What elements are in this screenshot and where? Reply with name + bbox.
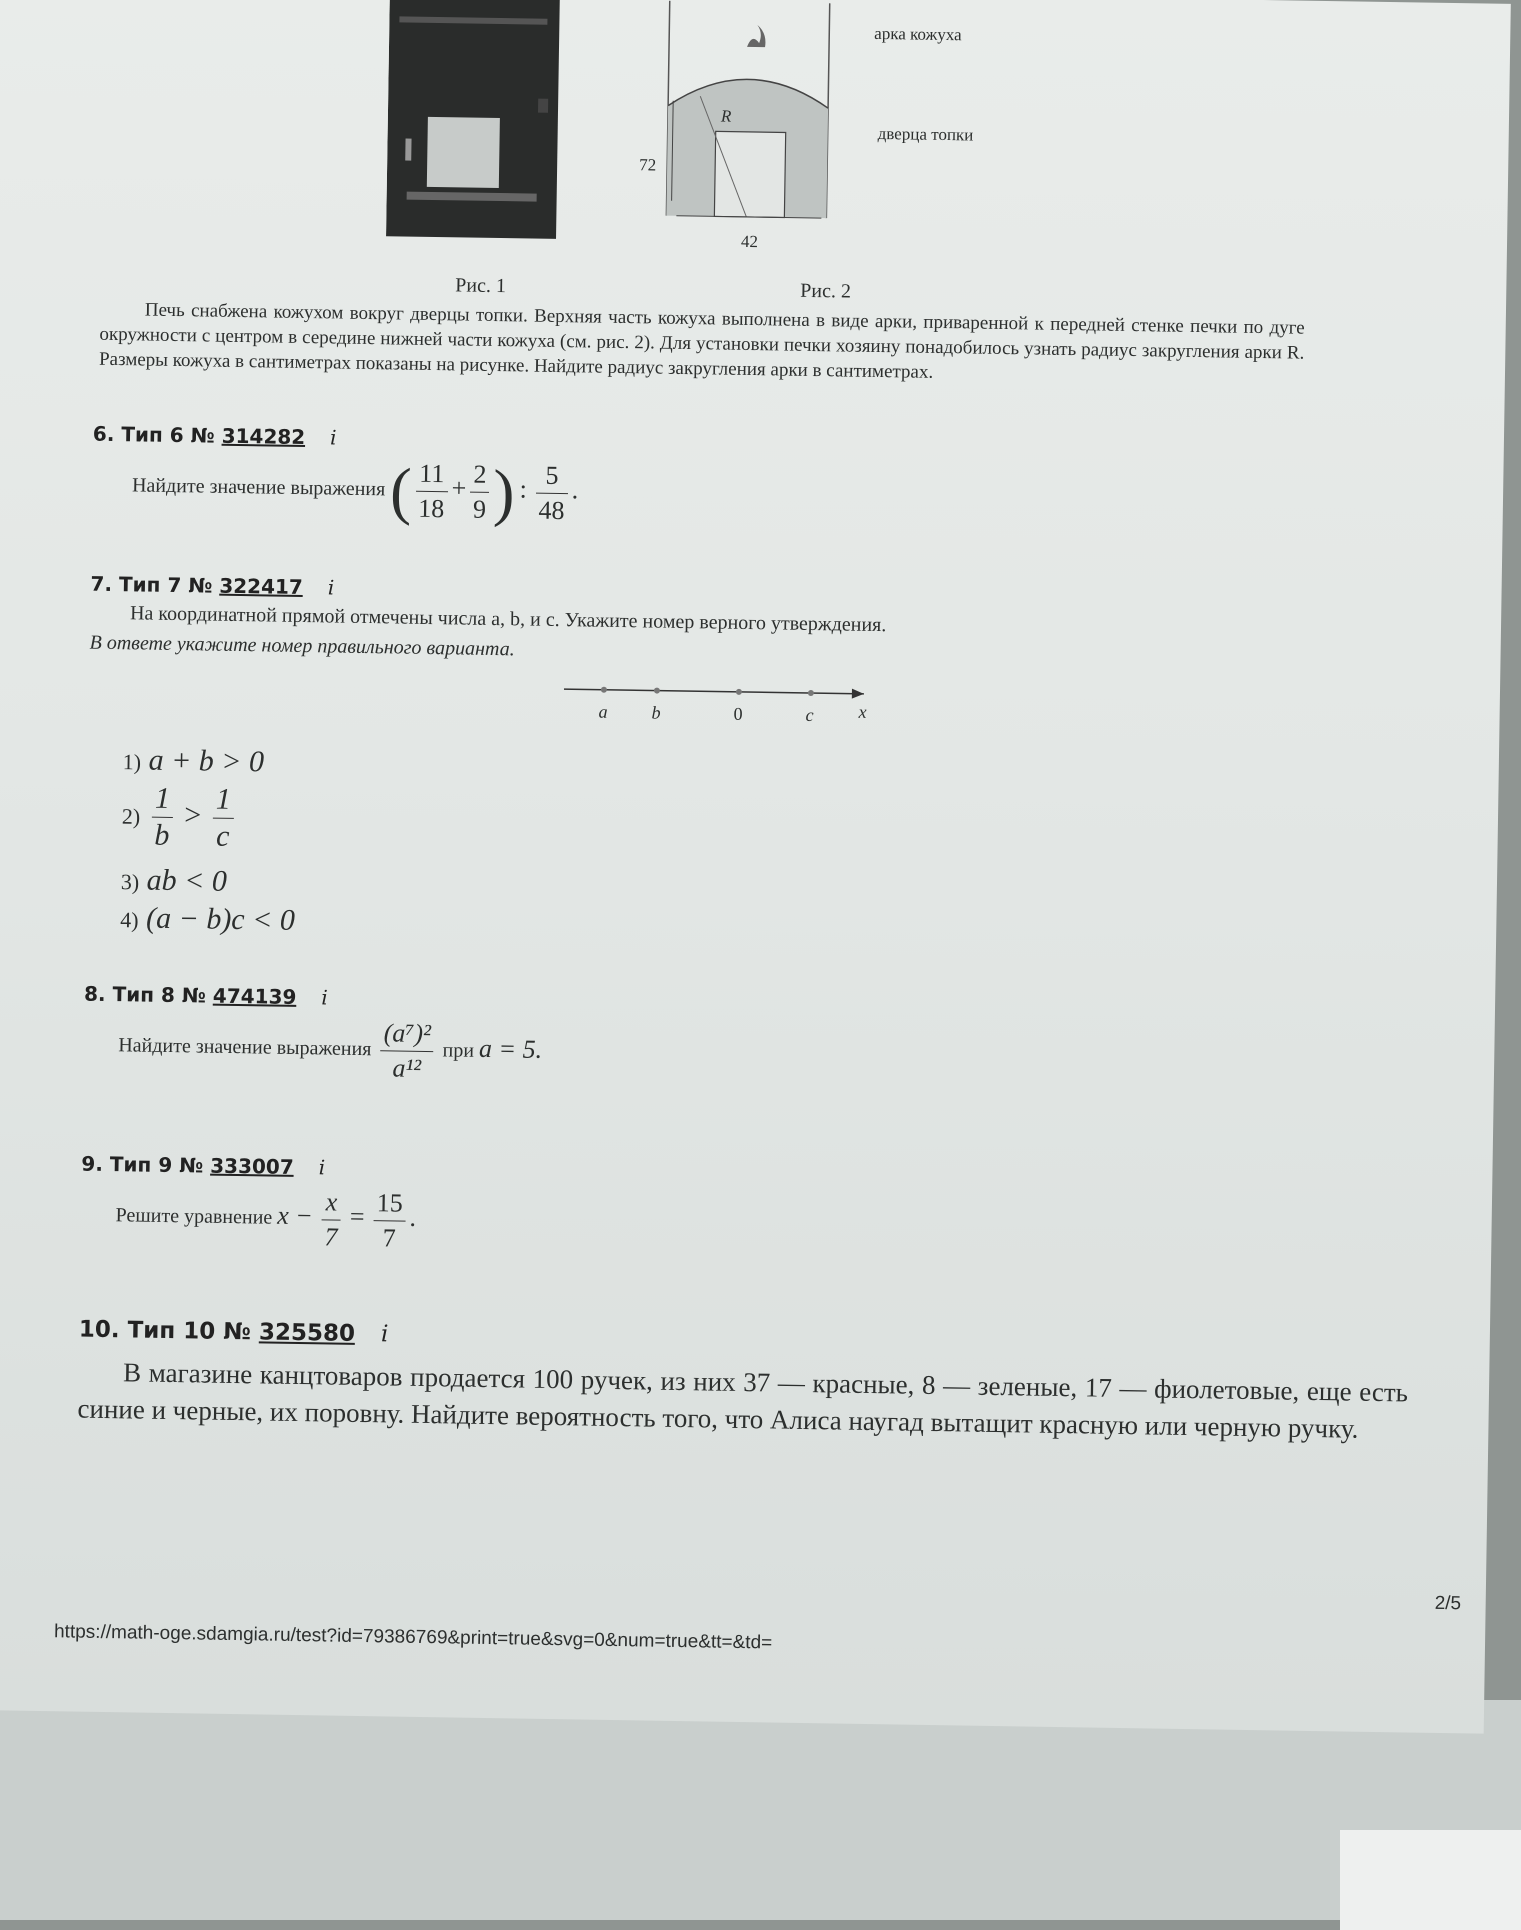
dim-width: 42 [740, 231, 759, 252]
axis-label-b: b [651, 702, 661, 723]
q8-info-icon[interactable]: i [321, 985, 328, 1010]
axis-label-a: a [598, 701, 608, 722]
page-number: 2/5 [1434, 1592, 1462, 1615]
q9-body: Решите уравнение x − $\frac{x}{7}$ = $\frac{15}{7}$ . [115, 1182, 416, 1256]
q8-header: 8. Тип 8 № 474139 i [83, 981, 328, 1010]
stove-photo [386, 0, 565, 244]
q6-frac1: $\frac{11}{18}$ [415, 457, 448, 526]
q10-number-link[interactable]: 325580 [258, 1319, 356, 1347]
q7-note: В ответе укажите номер правильного варианта. [89, 631, 515, 661]
lower-sheet [0, 1700, 1521, 1920]
q7-opt2-frac2: $\frac{1}{c}$ [212, 782, 234, 855]
q8-number-link[interactable]: 474139 [212, 983, 297, 1009]
q7-option-3: 3) ab < 0 [120, 863, 228, 898]
q7-info-icon[interactable]: i [327, 575, 335, 600]
q6-body: Найдите значение выражения ( $\frac{11}{18}$ + $\frac{2}{9}$ ) : $\frac{5}{48}$ . [131, 454, 579, 528]
q9-number-link[interactable]: 333007 [210, 1153, 294, 1179]
q9-info-icon[interactable]: i [318, 1155, 326, 1180]
label-door: дверца топки [877, 123, 974, 145]
q8-body: Найдите значение выражения $\frac{\text{(a⁷)²}}{\text{a¹²}}$ при a = 5. [118, 1012, 543, 1088]
q6-header: 6. Тип 6 № 314282 i [92, 421, 337, 450]
q6-info-icon[interactable]: i [329, 425, 337, 450]
q10-info-icon[interactable]: i [380, 1321, 389, 1348]
axis-label-x: x [858, 701, 867, 722]
q7-text: На координатной прямой отмечены числа a, b, и c. Укажите номер верного утверждения. [129, 602, 887, 637]
q7-option-4: 4) (a − b)c < 0 [120, 901, 296, 937]
q7-option-2: 2) $\frac{1}{b}$ > $\frac{1}{c}$ [121, 780, 238, 855]
corner-sheet [1340, 1830, 1521, 1930]
q7-opt2-frac1: $\frac{1}{b}$ [151, 781, 173, 854]
dim-height: 72 [639, 155, 657, 175]
q8-fraction: $\frac{\text{(a⁷)²}}{\text{a¹²}}$ [380, 1016, 434, 1086]
label-R: R [720, 106, 732, 126]
fig2-caption: Рис. 2 [800, 279, 852, 303]
q6-frac3: $\frac{5}{48}$ [535, 459, 568, 528]
q9-frac1: $\frac{x}{7}$ [321, 1185, 341, 1254]
q10-header: 10. Тип 10 № 325580 i [78, 1316, 389, 1348]
q9-frac2: $\frac{15}{7}$ [373, 1186, 406, 1255]
q7-option-1: 1) a + b > 0 [122, 743, 265, 779]
intro-text: Печь снабжена кожухом вокруг дверцы топки. Верхняя часть кожуха выполнена в виде арки, приваренной к передней стенке печки по дуге окружности с центром в середине нижней части кожуха (см. рис. 2). Для установки печки хозяину понадобилось узнать радиус закругления арки R. Размеры кожуха в сантиметрах показаны на рисунке. Найдите радиус закругления арки в сантиметрах. [98, 299, 1305, 383]
q9-text: Решите уравнение [115, 1204, 273, 1229]
footer-url[interactable]: https://math-oge.sdamgia.ru/test?id=79386769&print=true&svg=0&num=true&tt=&td= [53, 1621, 773, 1654]
axis-label-0: 0 [733, 703, 743, 724]
q10-text: В магазине канцтоваров продается 100 ручек, из них 37 — красные, 8 — зеленые, 17 — фиолетовые, еще есть синие и черные, их поровну. Найдите вероятность того, что Алиса наугад вытащит красную или черную ручку. [77, 1357, 1409, 1444]
q7-header: 7. Тип 7 № 322417 i [90, 571, 335, 600]
q6-number-link[interactable]: 314282 [221, 423, 306, 450]
number-line [563, 677, 884, 722]
label-arch: арка кожуха [874, 23, 962, 45]
axis-label-c: c [805, 704, 814, 726]
q6-frac2: $\frac{2}{9}$ [470, 458, 490, 527]
q8-text: Найдите значение выражения [118, 1034, 372, 1061]
q9-header: 9. Тип 9 № 333007 i [81, 1151, 326, 1180]
q7-number-link[interactable]: 322417 [219, 573, 304, 599]
casing-diagram [626, 0, 850, 243]
q6-text: Найдите значение выражения [131, 474, 386, 501]
fig1-caption: Рис. 1 [455, 274, 507, 298]
